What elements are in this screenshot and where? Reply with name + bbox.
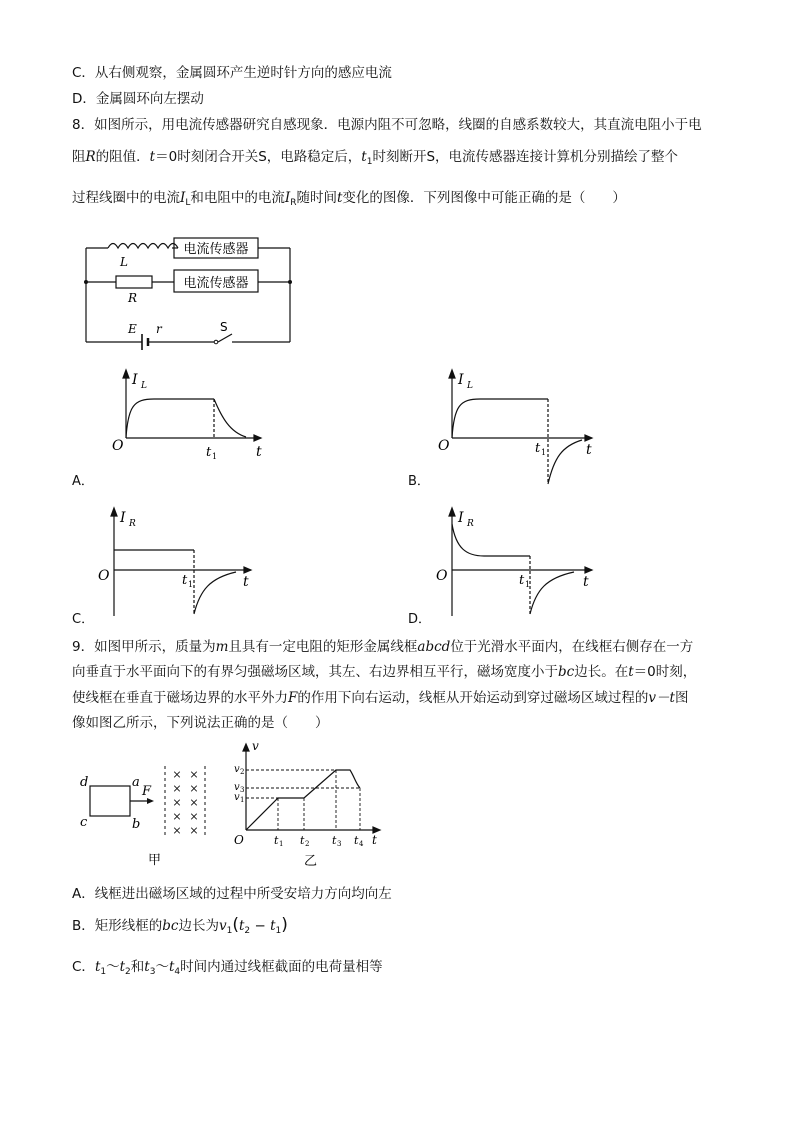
yi-t-axis: t (372, 833, 377, 847)
option-b-label: B． (408, 474, 430, 489)
yi-origin: O (234, 833, 244, 847)
q8-stem-line2: 阻R的阻值．t＝0时刻闭合开关S，电路稳定后，$t_1$时刻断开S，电流传感器连接计算机分别描绘了整个 (72, 149, 679, 167)
sensor-label-top: 电流传感器 (183, 242, 249, 257)
svg-text:4: 4 (359, 840, 364, 848)
option-d-label: D． (408, 612, 432, 627)
resistor (116, 276, 152, 288)
q9-stem-line4: 像如图乙所示，下列说法正确的是（ ） (72, 715, 329, 731)
graph-a-ylabel: I (132, 372, 138, 388)
q8-stem-line3: 过程线圈中的电流$I_L$和电阻中的电流$I_R$随时间t变化的图像．下列图像中可能正确的是（ ） (72, 190, 626, 208)
vertex-c: c (80, 815, 88, 830)
inductor-label: L (120, 255, 128, 269)
graph-b-t1: t (535, 441, 541, 456)
graph-b-xlabel: t (586, 442, 592, 458)
svg-text:×: × (189, 782, 199, 795)
graph-b-origin: O (438, 438, 450, 454)
inductor-coil (108, 244, 178, 249)
q9-stem-line1: 9．如图甲所示，质量为m且具有一定电阻的矩形金属线框abcd位于光滑水平面内，在线框右侧存在一方 (72, 639, 694, 655)
svg-text:×: × (189, 824, 199, 837)
emf-label: E (128, 322, 137, 336)
svg-text:3: 3 (240, 786, 245, 794)
q9-stem-line3: 使线框在垂直于磁场边界的水平外力F的作用下向右运动，线框从开始运动到穿过磁场区域过程的v－t图 (72, 690, 689, 706)
option-a-label: A． (72, 474, 94, 489)
graph-b-curve (452, 399, 548, 438)
yi-v-axis: v (252, 739, 259, 753)
svg-text:×: × (189, 796, 199, 809)
svg-text:2: 2 (240, 768, 245, 776)
option-c-label: C． (72, 612, 95, 627)
graph-a (106, 366, 276, 466)
q9-stem-line2: 向垂直于水平面向下的有界匀强磁场区域，其左、右边界相互平行，磁场宽度小于bc边长。在t＝0时刻， (72, 664, 697, 680)
yi-t1: t (274, 834, 279, 847)
switch-label: S (220, 320, 228, 334)
yi-v2: v (234, 764, 240, 775)
svg-text:R: R (467, 519, 474, 529)
q7-option-c: C．从右侧观察，金属圆环产生逆时针方向的感应电流 (72, 65, 392, 81)
yi-t4: t (354, 834, 359, 847)
figure-jia (76, 756, 216, 868)
graph-d-t1: t (519, 573, 525, 588)
circuit-diagram (80, 230, 300, 352)
q9-option-c: C．$t_1\sim t_2$和$t_3\sim t_4$时间内通过线框截面的电荷量相等 (72, 959, 383, 977)
svg-text:×: × (172, 768, 182, 781)
magnetic-field-marks (172, 768, 198, 837)
graph-a-t1: t (206, 445, 212, 460)
graph-c-ylabel: I (120, 510, 126, 526)
force-label: F (142, 784, 152, 799)
q9-option-a: A．线框进出磁场区域的过程中所受安培力方向均向左 (72, 886, 392, 902)
vertex-a: a (132, 775, 140, 790)
yi-v1: v (234, 792, 240, 803)
graph-d (432, 504, 602, 616)
svg-text:×: × (172, 810, 182, 823)
graph-b-ylabel: I (458, 372, 464, 388)
caption-jia: 甲 (148, 853, 162, 868)
svg-text:R: R (129, 519, 136, 529)
sensor-label-mid: 电流传感器 (183, 276, 249, 291)
graph-d-xlabel: t (583, 574, 589, 590)
vertex-b: b (132, 817, 141, 832)
svg-text:1: 1 (188, 580, 194, 589)
svg-text:1: 1 (525, 580, 531, 589)
graph-d-curve (452, 524, 530, 556)
graph-d-ylabel: I (458, 510, 464, 526)
svg-text:×: × (172, 782, 182, 795)
yi-v3: v (234, 782, 240, 793)
vertex-d: d (80, 775, 89, 790)
q9-option-b: B．矩形线框的bc边长为$v_1(t_2 - t_1)$ (72, 915, 288, 936)
graph-a-curve (126, 399, 214, 438)
yi-t3: t (332, 834, 337, 847)
graph-c-xlabel: t (243, 574, 249, 590)
svg-text:×: × (189, 768, 199, 781)
graph-d-origin: O (436, 568, 448, 584)
q8-stem-line1: 8．如图所示，用电流传感器研究自感现象．电源内阻不可忽略，线圈的自感系数较大，其直流电阻小于电 (72, 117, 702, 133)
wire-frame (90, 786, 130, 816)
q7-option-d: D．金属圆环向左摆动 (72, 91, 204, 107)
svg-text:2: 2 (305, 840, 310, 848)
svg-text:×: × (172, 796, 182, 809)
caption-yi: 乙 (304, 854, 318, 869)
graph-b (432, 366, 602, 492)
graph-a-xlabel: t (256, 444, 262, 460)
figure-yi (226, 738, 386, 870)
svg-text:×: × (172, 824, 182, 837)
graph-a-origin: O (112, 438, 124, 454)
yi-t2: t (300, 834, 305, 847)
svg-text:1: 1 (240, 796, 245, 804)
graph-c (96, 504, 266, 616)
internal-r-label: r (156, 322, 162, 336)
svg-text:1: 1 (279, 840, 284, 848)
svg-text:1: 1 (541, 448, 547, 457)
vt-curve (246, 770, 360, 830)
svg-text:L: L (141, 381, 147, 391)
svg-text:L: L (467, 381, 473, 391)
svg-text:×: × (189, 810, 199, 823)
svg-text:1: 1 (212, 452, 218, 461)
graph-c-origin: O (98, 568, 110, 584)
graph-c-t1: t (182, 573, 188, 588)
svg-text:3: 3 (337, 840, 342, 848)
resistor-label: R (128, 291, 138, 305)
